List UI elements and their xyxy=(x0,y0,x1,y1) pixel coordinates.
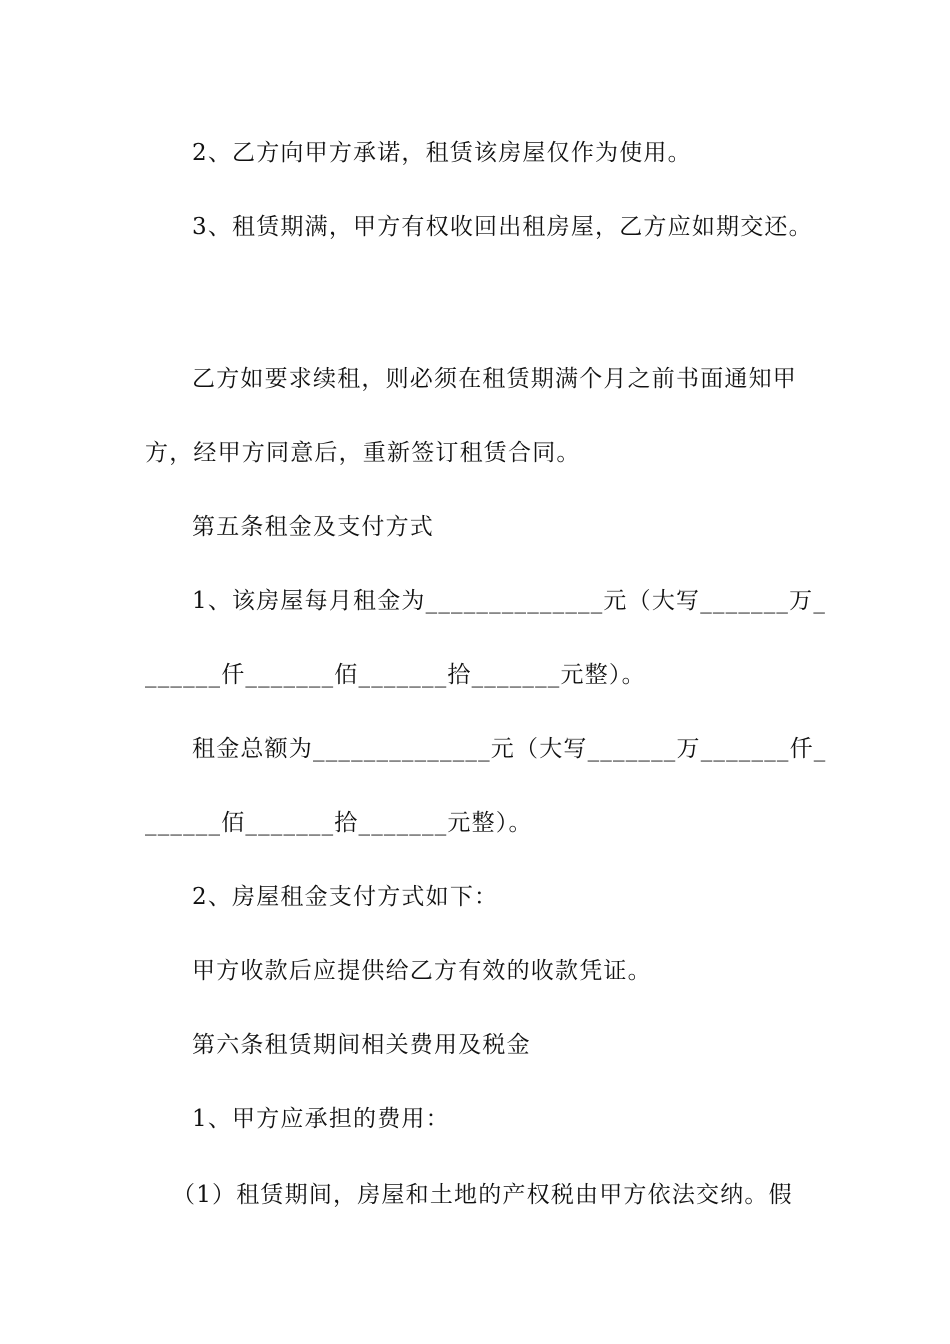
clause-item-2-usage: 2、乙方向甲方承诺，租赁该房屋仅作为使用。 xyxy=(192,140,692,166)
total-rent-line-2: ______佰_______拾_______元整）。 xyxy=(145,810,533,836)
monthly-rent-line-2: ______仟_______佰_______拾_______元整）。 xyxy=(145,662,646,688)
receipt-voucher-line: 甲方收款后应提供给乙方有效的收款凭证。 xyxy=(192,958,652,984)
party-a-expenses-item: 1、甲方应承担的费用： xyxy=(192,1106,450,1132)
article-5-heading: 第五条租金及支付方式 xyxy=(192,514,434,540)
payment-method-item: 2、房屋租金支付方式如下： xyxy=(192,884,499,910)
renewal-paragraph-line-2: 方，经甲方同意后，重新签订租赁合同。 xyxy=(145,440,581,466)
article-6-heading: 第六条租赁期间相关费用及税金 xyxy=(192,1032,531,1058)
monthly-rent-line-1: 1、该房屋每月租金为______________元（大写_______万_ xyxy=(192,588,827,614)
clause-item-3-expiry: 3、租赁期满，甲方有权收回出租房屋，乙方应如期交还。 xyxy=(192,214,813,240)
renewal-paragraph-line-1: 乙方如要求续租，则必须在租赁期满个月之前书面通知甲 xyxy=(192,366,797,392)
property-tax-line: （1）租赁期间，房屋和土地的产权税由甲方依法交纳。假 xyxy=(172,1182,793,1208)
total-rent-line-1: 租金总额为______________元（大写_______万_______仟_ xyxy=(192,736,827,762)
